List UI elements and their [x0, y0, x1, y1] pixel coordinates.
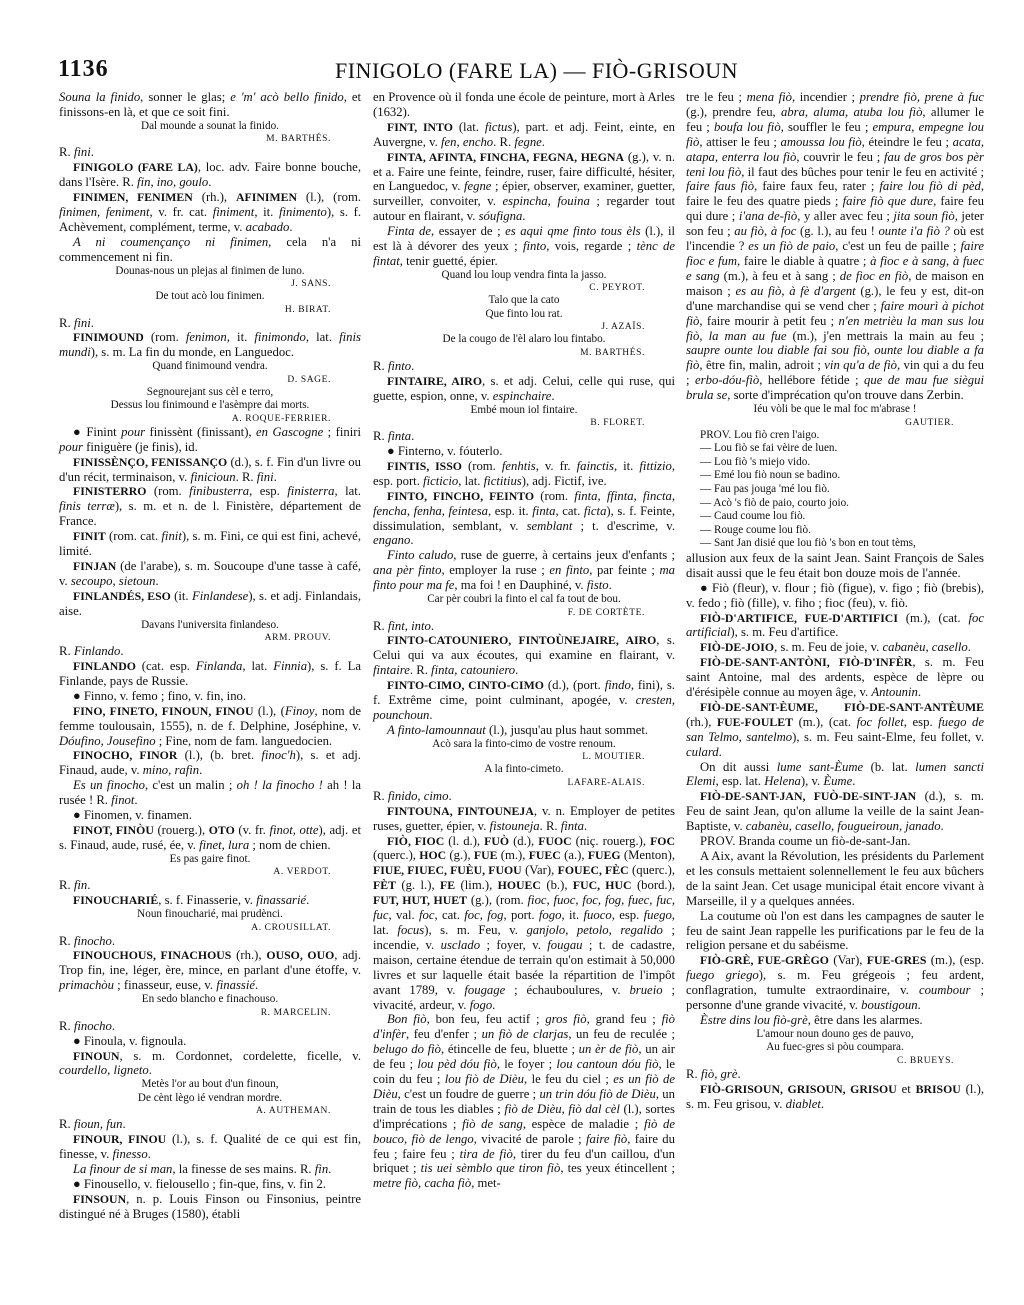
- quotation-line: En sedo blancho e finachouso.: [141, 993, 279, 1006]
- quotation-author: M. BARTHÉS.: [580, 347, 645, 358]
- quotation-author: GAUTIER.: [905, 417, 954, 428]
- entry-paragraph: Finto caludo, ruse de guerre, à certains jeux d'enfants ; ana pèr finto, employer la ruse ; en finto, par feinte ; ma finto pour ma fe, ma foi ! en Dauphiné, v. fisto.: [373, 548, 676, 593]
- quotation-line: Dounas-nous un plejas al finimen de luno.: [115, 264, 305, 277]
- quotation-author: C. PEYROT.: [589, 283, 645, 294]
- entry-paragraph: R. fiò, grè.: [686, 1066, 741, 1081]
- quotation-line: Car pèr coubri la finto el cal fa tout de bou.: [427, 593, 621, 606]
- quotation-line: Acò sara la finto-cimo de vostre renoum.: [432, 737, 616, 750]
- quotation-author: B. FLORET.: [590, 418, 645, 429]
- quotation-line: A la finto-cimeto.: [484, 763, 564, 776]
- entry-paragraph: ● Finint pour finissènt (finissant), en Gascogne ; finiri pour finiguère (je finis), id.: [59, 424, 361, 454]
- entry-paragraph: FINTO, FINCHO, FEINTO (rom. finta, ffinta, fincta, fencha, fenha, feintesa, esp. it. finta, cat. ficta), s. f. Feinte, dissimulation, semblant, v. semblant ; t. d'escrime, v. engano.: [373, 488, 676, 548]
- entry-paragraph: R. fioun, fun.: [59, 1117, 126, 1132]
- quotation-author: ARM. PROUV.: [264, 633, 331, 644]
- entry-paragraph: R. fini.: [59, 145, 94, 160]
- entry-paragraph: R. fini.: [59, 315, 94, 330]
- entry-paragraph: ● Finoula, v. fignoula.: [73, 1033, 187, 1048]
- entry-paragraph: On dit aussi lume sant-Èume (b. lat. lumen sancti Elemi, esp. lat. Helena), v. Èume.: [686, 759, 984, 789]
- entry-paragraph: Èstre dins lou fiò-grè, être dans les alarmes.: [700, 1012, 923, 1027]
- quotation-author: A. VERDOT.: [273, 867, 331, 878]
- entry-paragraph: FINT, INTO (lat. fictus), part. et adj. Feint, einte, en Auvergne, v. fen, encho. R. fegne.: [373, 119, 675, 149]
- quotation-author: LAFARE-ALAIS.: [567, 777, 645, 788]
- entry-paragraph: A Aix, avant la Révolution, les présidents du Parlement et les consuls mettaient solennellement le feu aux bûchers de la saint Jean. Cet usage municipal était encore vivant à Marseille, il y a quelques années.: [686, 849, 984, 908]
- quotation-line: Es pas gaire finot.: [169, 852, 251, 865]
- entry-paragraph: ● Finno, v. femo ; fino, v. fin, ino.: [73, 688, 247, 703]
- entry-paragraph: FIÒ-DE-SANT-JAN, FUÒ-DE-SINT-JAN (d.), s. m. Feu de saint Jean, qu'on allume la veille de la saint Jean-Baptiste, v. cabanèu, casello, fougueiroun, janado.: [686, 789, 984, 834]
- quotation-author: A. AUTHEMAN.: [255, 1106, 331, 1117]
- quotation-line: Metès l'or au bout d'un finoun, De cènt lègo ié vendran mordre.: [137, 1078, 283, 1104]
- entry-paragraph: FINOT, FINÒU (rouerg.), OTO (v. fr. finot, otte), adj. et s. Finaud, aude, rusé, ée, v. finet, lura ; nom de chien.: [59, 822, 361, 852]
- entry-paragraph: FIÒ-DE-JOIO, s. m. Feu de joie, v. cabanèu, casello.: [700, 640, 971, 655]
- quotation-line: Dal mounde a sounat la finido.: [141, 119, 279, 132]
- entry-paragraph: Finta de, essayer de ; es aqui qme finto tous èls (l.), il est là à dévorer des yeux ; finto, vois, regarde ; tènc de fintat, tenir guetté, épier.: [373, 224, 675, 268]
- proverb-list: PROV. Lou fiò cren l'aigo. — Lou fiò se fai vèire de luen. — Lou fiò 's miejo vido. — Emé lou fiò noun se badino. — Fau pas jouga 'mé lou fiò. — Acò 's fiò de paio, courto joio. — Caud coume lou fiò. — Rouge coume lou fiò. — Sant Jan disié que lou fiò 's bon en tout tèms,: [700, 428, 916, 550]
- quotation-author: C. BRUEYS.: [897, 1055, 954, 1066]
- entry-paragraph: La coutume où l'on est dans les campagnes de sauter le feu de saint Jean rappelle les purifications par le feu de la religion persane et du sabéisme.: [686, 908, 984, 953]
- quotation-author: L. MOUTIER.: [582, 752, 645, 763]
- entry-paragraph: ● Finterno, v. fóuterlo.: [387, 444, 503, 458]
- running-head: FINIGOLO (FARE LA) — FIÒ-GRISOUN: [335, 58, 739, 83]
- quotation-author: J. AZAÏS.: [601, 322, 645, 333]
- quotation-author: A. ROQUE-FERRIER.: [231, 413, 331, 424]
- entry-paragraph: FINISSÈNÇO, FENISSANÇO (d.), s. f. Fin d'un livre ou d'un récit, terminaison, v. finicioun. R. fini.: [59, 454, 361, 484]
- entry-paragraph: R. Finlando.: [59, 644, 124, 659]
- quotation-author: J. SANS.: [291, 279, 331, 290]
- entry-paragraph: Souna la finido, sonner le glas; e 'm' acò bello finido, et finissons-en là, et que ce soit fini.: [59, 90, 361, 119]
- entry-paragraph: FINTAIRE, AIRO, s. et adj. Celui, celle qui ruse, qui guette, espion, onne, v. espinchaire.: [373, 373, 675, 403]
- page-number: 1136: [58, 56, 109, 82]
- entry-paragraph: FINIT (rom. cat. finit), s. m. Fini, ce qui est fini, achevé, limité.: [59, 529, 361, 559]
- entry-paragraph: FINOUR, FINOU (l.), s. f. Qualité de ce qui est fin, finesse, v. finesso.: [59, 1132, 361, 1162]
- entry-paragraph: ● Fiò (fleur), v. flour ; fiò (figue), v. figo ; fiò (brebis), v. fedo ; fiò (fille), v. fiho ; fioc (feu), v. fiò.: [686, 580, 984, 610]
- entry-paragraph: Bon fiò, bon feu, feu actif ; gros fiò, grand feu ; fiò d'infèr, feu d'enfer ; un fiò de clarjas, un feu de reculée ; belugo do fiò, étincelle de feu, bluette ; un èr de fiò, un air de feu ; lou pèd dóu fiò, le foyer ; lou cantoun dóu fiò, le coin du feu ; lou fiò de Dièu, le feu du ciel ; es un fiò de Dièu, c'est un foudre de guerre ; un trin dóu fiò de Dièu, un train de tous les diables ; fiò de Dièu, fiò dal cèl (l.), sortes d'imprécations ; fiò de sang, espèce de maladie ; fiò de bouco, fiò de lengo, vivacité de parole ; faire fiò, faire du feu ; faire feu ; tira de fiò, tirer du feu d'un caillou, d'un briquet ; tis uei sèmblo que tiron fiò, tes yeux étincellent ; metre fiò, cacha fiò, met-: [373, 1012, 676, 1191]
- entry-paragraph: FINTO-CIMO, CINTO-CIMO (d.), (port. findo, fini), s. f. Extrême cime, point culminant, apogée, v. cresten, pounchoun.: [373, 678, 675, 722]
- entry-paragraph: FINSOUN, n. p. Louis Finson ou Finsonius, peintre distingué né à Bruges (1580), établi: [59, 1191, 361, 1221]
- entry-paragraph: FINIMOUND (rom. fenimon, it. finimondo, lat. finis mundi), s. m. La fin du monde, en Languedoc.: [59, 330, 361, 360]
- column-1: [59, 90, 361, 1222]
- quotation-author: F. DE CORTÈTE.: [567, 607, 645, 618]
- entry-paragraph: FINTOUNA, FINTOUNEJA, v. n. Employer de petites ruses, guetter, épier, v. fistouneja. R. finta.: [373, 803, 675, 833]
- entry-paragraph: FINOUN, s. m. Cordonnet, cordelette, ficelle, v. courdello, ligneto.: [59, 1048, 361, 1078]
- quotation-line: Iéu vòli be que le mal foc m'abrase !: [753, 403, 917, 416]
- entry-paragraph: R. finto.: [373, 358, 415, 373]
- quotation-line: De la cougo de l'èl alaro lou fintabo.: [442, 333, 606, 346]
- entry-paragraph: PROV. Branda coume un fiò-de-sant-Jan.: [700, 834, 911, 849]
- quotation-line: Embé moun iol fintaire.: [470, 403, 578, 416]
- entry-paragraph: FIÒ-GRÈ, FUE-GRÈGO (Var), FUE-GRES (m.), (esp. fuego griego), s. m. Feu grégeois ; feu ardent, conflagration, tumulte extraordinaire, v. coumbour ; personne d'une grande vivacité, v. boustigoun.: [686, 953, 985, 1013]
- entry-paragraph: en Provence où il fonda une école de peinture, mort à Arles (1632).: [373, 90, 675, 119]
- entry-paragraph: FINTIS, ISSO (rom. fenhtis, v. fr. fainctis, it. fittizio, esp. port. ficticio, lat. fictitius), adj. Fictif, ive.: [373, 458, 675, 488]
- entry-paragraph: Es un finocho, c'est un malin ; oh ! la finocho ! ah ! la rusée ! R. finot.: [59, 778, 362, 808]
- quotation-line: Quand finimound vendra.: [152, 360, 268, 373]
- quotation-author: R. MARCELIN.: [260, 1007, 331, 1018]
- entry-paragraph: R. fint, into.: [373, 618, 434, 633]
- quotation-author: A. CROUSILLAT.: [251, 922, 331, 933]
- entry-paragraph: FINTO-CATOUNIERO, FINTOÙNEJAIRE, AIRO, s. Celui qui va aux écoutes, qui examine en flairant, v. fintaire. R. finta, catouniero.: [373, 633, 675, 678]
- entry-paragraph: A finto-lamounnaut (l.), jusqu'au plus haut sommet.: [387, 722, 649, 737]
- quotation-line: De tout acò lou finimen.: [155, 290, 265, 303]
- entry-paragraph: R. finido, cimo.: [373, 788, 452, 803]
- entry-paragraph: tre le feu ; mena fiò, incendier ; prendre fiò, prene à fuc (g.), prendre feu, abra, aluma, atuba lou fiò, allumer le feu ; boufa lou fiò, souffler le feu ; empura, empegne lou fiò, attiser le feu ; amoussa lou fiò, éteindre le feu ; acata, atapa, enterra lou fiò, couvrir le feu ; fau de gros bos pèr teni lou fiò, il faut des bûches pour tenir le feu en activité ; faire faus fiò, faire faux feu, rater ; faire lou fiò di pèd, faire le feu des quatre pieds ; faire fiò que dure, faire feu qui dure ; i'ana de-fiò, y aller avec feu ; jita soun fiò, jeter son feu ; au fiò, à foc (g. l.), au feu ! ounte i'a fiò ? où est l'incendie ? es un fiò de paio, c'est un feu de paille ; faire fioc e fum, faire le diable à quatre ; à fioc e à sang, à fuec e sang (m.), à feu et à sang ; de fioc en fiò, de maison en maison ; es au fiò, à fè d'argent (g.), le feu y est, dit-on d'une marchandise qui se vend cher ; faire mourì à pichot fiò, faire mourir à petit feu ; n'en metrièu la man sus lou fiò, la man au fue (m.), j'en mettrais la main au feu ; saupre ounte lou diable fai sou fiò, ounte lou diable a fa fiò, être fin, malin, adroit ; vin qu'a de fiò, vin qui a du feu ; erbo-dóu-fiò, hellébore fétide ; que de mau fue siègui brula se, sorte d'imprécation qu'on trouve dans Zerbin.: [686, 90, 985, 403]
- entry-paragraph: La finour de si man, la finesse de ses mains. R. fin.: [73, 1162, 332, 1177]
- entry-paragraph: allusion aux feux de la saint Jean. Saint François de Sales disait aussi que le feu était bon douze mois de l'année.: [686, 550, 984, 580]
- entry-paragraph: FINO, FINETO, FINOUN, FINOU (l.), (Finoy, nom de femme toulousain, 1555), n. de f. Delphine, Joséphine, v. Dóufino, Jousefino ; Fine, nom de fam. languedocien.: [59, 703, 361, 748]
- quotation-line: L'amour noun douno ges de pauvo, Au fuec-gres si pòu coumpara.: [756, 1027, 914, 1054]
- quotation-author: H. BIRAT.: [284, 304, 331, 315]
- entry-paragraph: FIÒ, FIOC (l. d.), FUÒ (d.), FUOC (niç. rouerg.), FOC (querc.), HOC (g.), FUE (m.), FUEC (a.), FUEG (Menton), FIUE, FIUEC, FUÈU, FUOU (Var), FOUEC, FÈC (querc.), FÈT (g. l.), FE (lim.), HOUEC (b.), FUC, HUC (bord.), FUT, HUT, HUET (g.), (rom. fioc, fuoc, foc, fog, fuec, fuc, fuc, val. foc, cat. foc, fog, port. fogo, it. fuoco, esp. fuego, lat. focus), s. m. Feu, v. ganjolo, petolo, regalido ; incendie, v. usclado ; foyer, v. fougau ; t. de cadastre, maison, certaine étendue de terrain qu'on estimait à 50,000 livres et sur laquelle était basée la répartition de l'impôt avant 1789, v. fougage ; échauboulures, v. brueio ; vivacité, ardeur, v. fogo.: [373, 833, 675, 1012]
- entry-paragraph: ● Finousello, v. fielousello ; fin-que, fins, v. fin 2.: [73, 1176, 327, 1191]
- quotation-line: Segnourejant sus cèl e terro, Dessus lou finimound e l'asèmpre dai morts.: [110, 385, 310, 412]
- entry-paragraph: FINOUCHOUS, FINACHOUS (rh.), OUSO, OUO, adj. Trop fin, ine, léger, ère, mince, en parlant d'une étoffe, v. primachòu ; finasseur, euse, v. finassié.: [59, 948, 361, 993]
- entry-paragraph: FIÒ-D'ARTIFICE, FUE-D'ARTIFICI (m.), (cat. foc artificial), s. m. Feu d'artifice.: [686, 610, 984, 640]
- entry-paragraph: FINISTERRO (rom. finibusterra, esp. finisterra, lat. finis terræ), s. m. et n. de l. Finistère, département de France.: [59, 484, 362, 529]
- entry-paragraph: FINOUCHARIÉ, s. f. Finasserie, v. finassarié.: [73, 893, 310, 908]
- entry-paragraph: FINTA, AFINTA, FINCHA, FEGNA, HEGNA (g.), v. n. et a. Faire une feinte, feindre, ruser, faire difficulté, hésiter, en Languedoc, v. fegne ; épier, observer, examiner, guetter, surveiller, convoiter, v. espincha, fouina ; regarder tout autour en flairant, v. sóufigna.: [373, 149, 675, 224]
- entry-paragraph: R. finocho.: [59, 933, 116, 948]
- column-3: [686, 90, 984, 1112]
- entry-paragraph: FIÒ-GRISOUN, GRISOUN, GRISOU et BRISOU (l.), s. m. Feu grisou, v. diablet.: [686, 1081, 984, 1111]
- quotation-line: Noun finoucharié, mai prudènci.: [137, 908, 283, 921]
- entry-paragraph: FINIMEN, FENIMEN (rh.), AFINIMEN (l.), (rom. finimen, feniment, v. fr. cat. finiment, it. finimento), s. f. Achèvement, complément, terme, v. acabado.: [59, 190, 361, 234]
- entry-paragraph: A ni coumençanço ni finimen, cela n'a ni commencement ni fin.: [59, 234, 361, 264]
- entry-paragraph: FIÒ-DE-SANT-ANTÒNI, FIÒ-D'INFÈR, s. m. Feu saint Antoine, mal des ardents, espèce de lèpre ou d'érésipèle connue au moyen âge, v. Antounin.: [686, 655, 985, 700]
- entry-paragraph: ● Finomen, v. finamen.: [73, 808, 192, 823]
- entry-paragraph: FINJAN (de l'arabe), s. m. Soucoupe d'une tasse à café, v. secoupo, sietoun.: [59, 558, 361, 588]
- entry-paragraph: FINLANDO (cat. esp. Finlanda, lat. Finnia), s. f. La Finlande, pays de Russie.: [59, 658, 361, 688]
- column-2: [373, 90, 675, 1191]
- quotation-line: Talo que la cato Que finto lou rat.: [485, 294, 563, 320]
- entry-paragraph: FINOCHO, FINOR (l.), (b. bret. finoc'h), s. et adj. Finaud, aude, v. mino, rafin.: [59, 748, 361, 778]
- quotation-line: Quand lou loup vendra finta la jasso.: [441, 268, 607, 281]
- entry-paragraph: R. finocho.: [59, 1018, 116, 1033]
- entry-paragraph: FINIGOLO (FARE LA), loc. adv. Faire bonne bouche, dans l'Isère. R. fin, ino, goulo.: [59, 160, 361, 190]
- entry-paragraph: FIÒ-DE-SANT-ÈUME, FIÒ-DE-SANT-ANTÈUME (rh.), FUE-FOULET (m.), (cat. foc follet, esp. fuego de san Telmo, santelmo), s. m. Feu saint-Elme, feu follet, v. culard.: [686, 699, 984, 759]
- entry-paragraph: FINLANDÉS, ESO (it. Finlandese), s. et adj. Finlandais, aise.: [59, 588, 361, 618]
- entry-paragraph: R. fin.: [59, 878, 91, 893]
- quotation-author: M. BARTHÉS.: [266, 134, 331, 145]
- entry-paragraph: R. finta.: [373, 429, 415, 444]
- quotation-line: Davans l'universita finlandeso.: [141, 618, 279, 631]
- quotation-author: D. SAGE.: [287, 374, 331, 385]
